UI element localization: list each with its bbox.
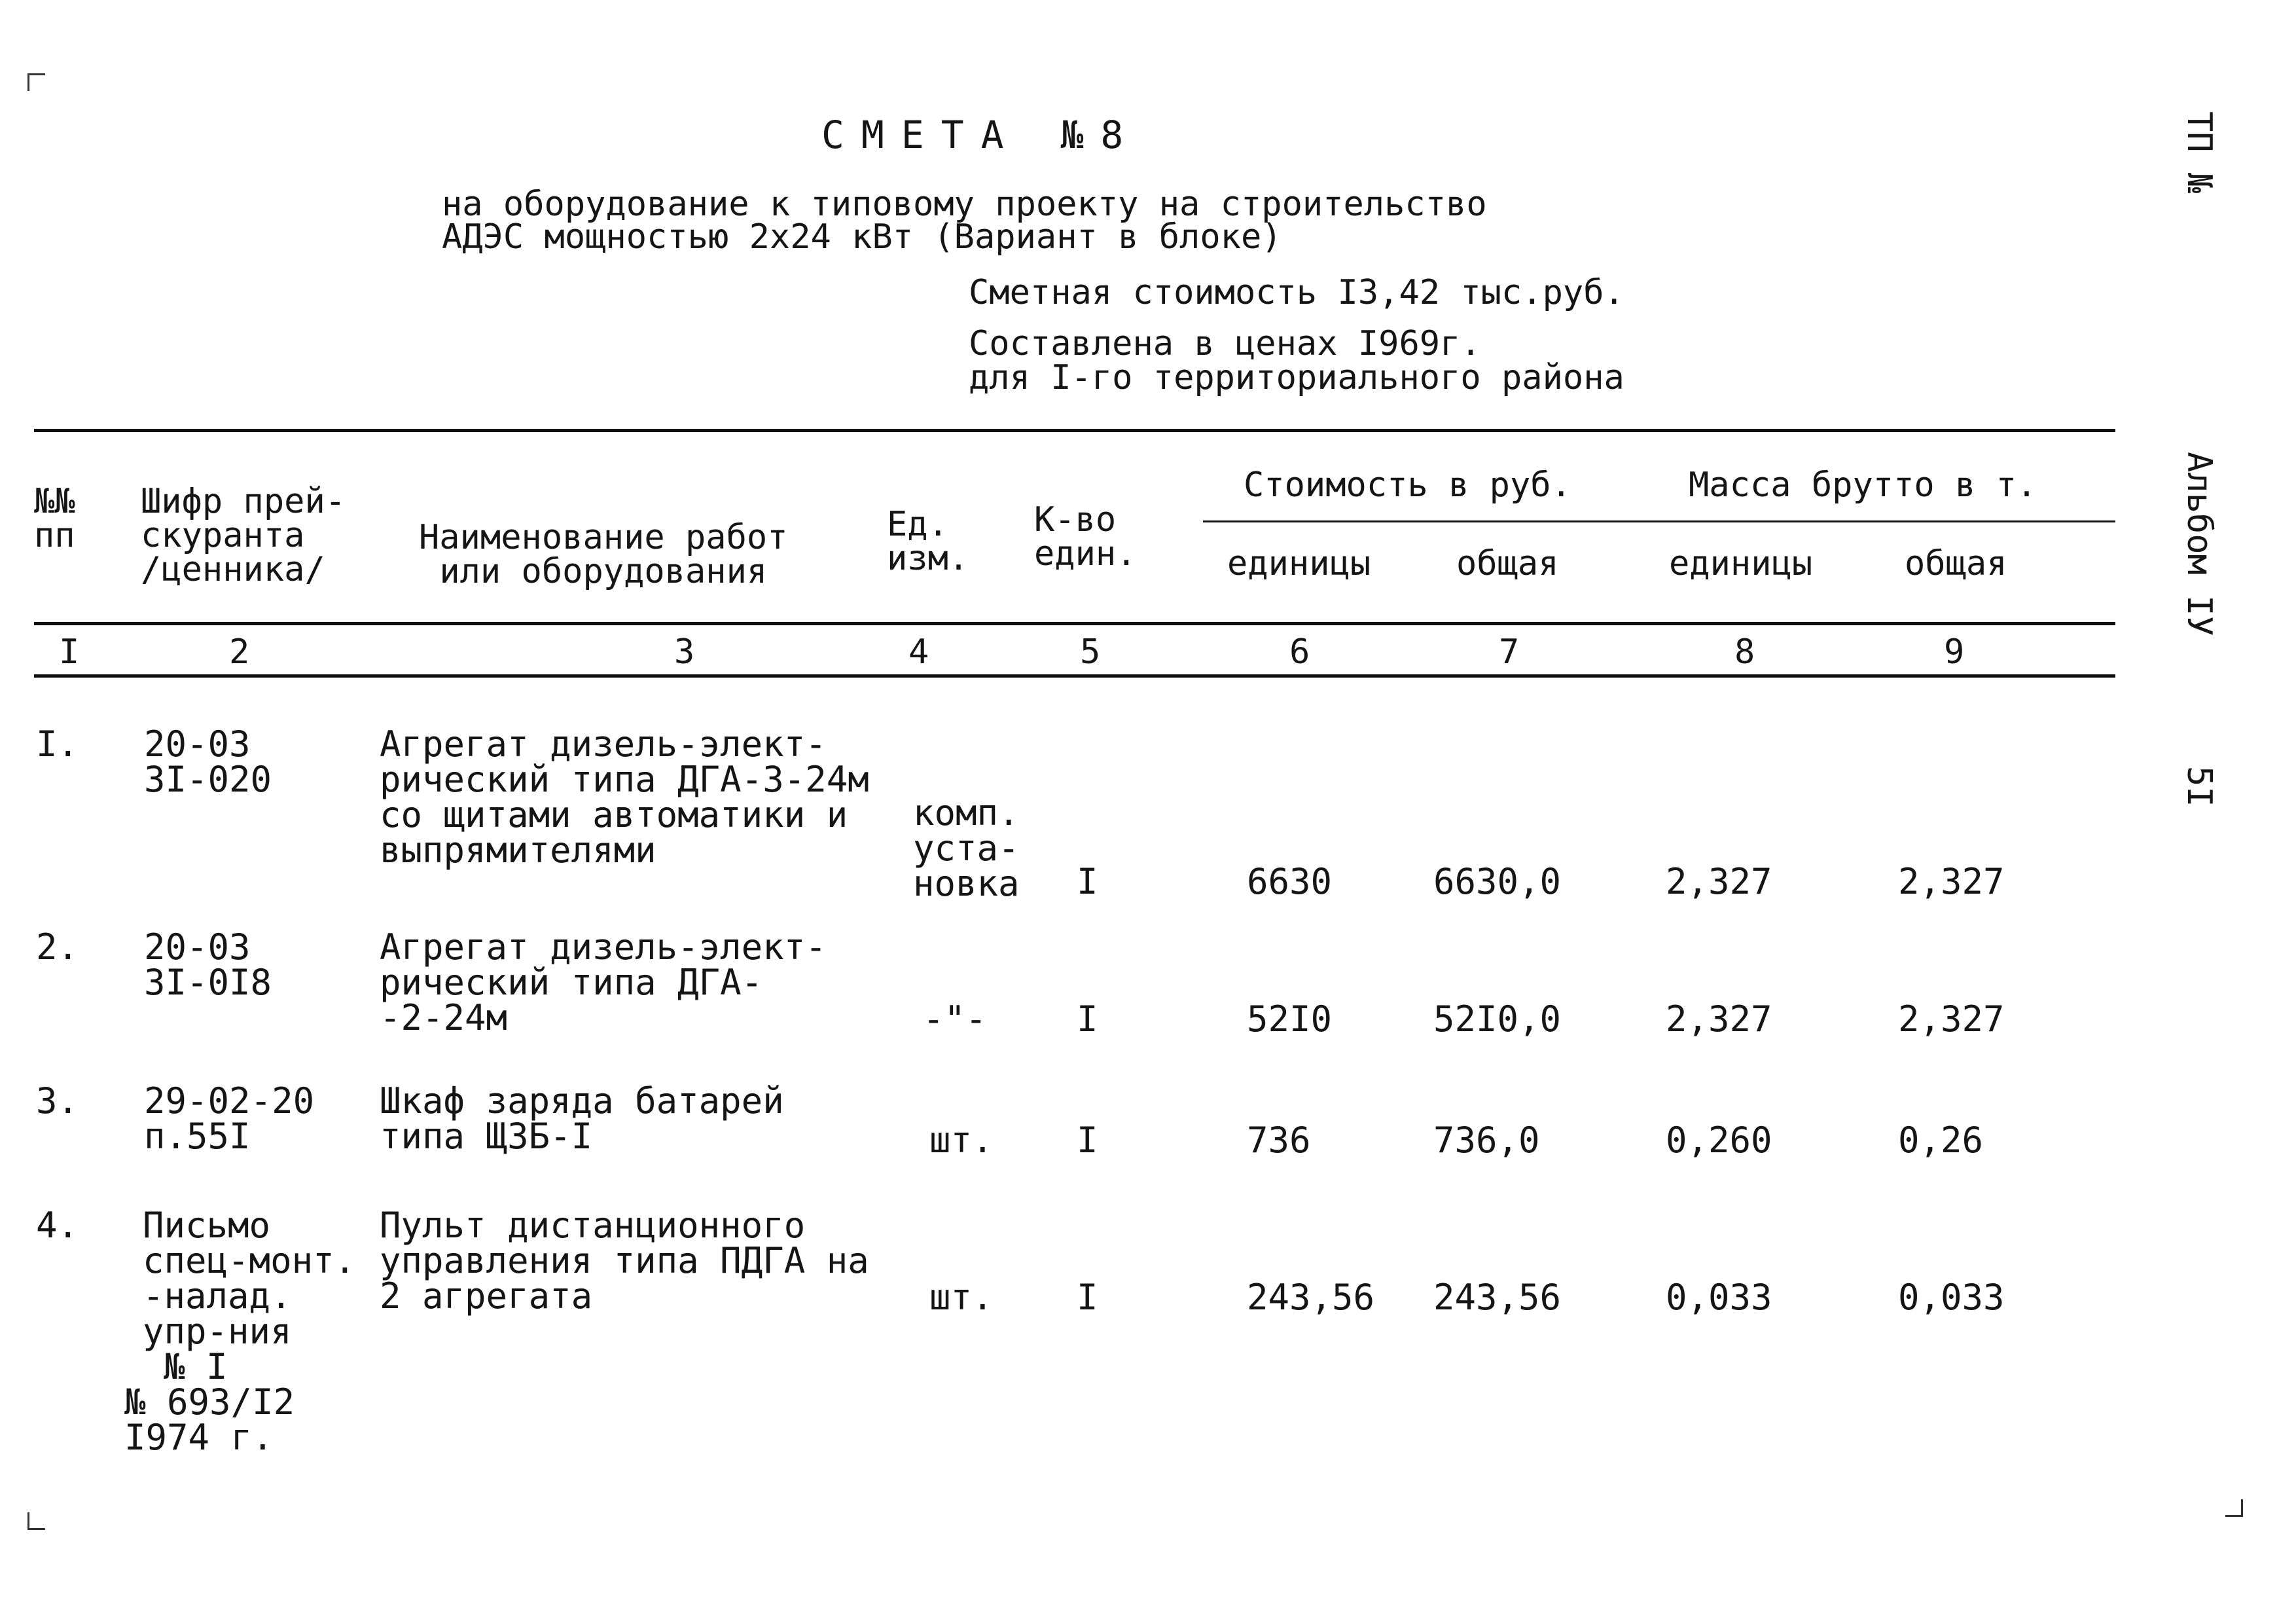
header-cost-group: Стоимость в руб. — [1244, 465, 1571, 505]
header-quantity: К-во един. — [1034, 500, 1137, 574]
header-num: №№ пп — [34, 482, 75, 555]
column-number-8: 8 — [1734, 632, 1755, 672]
item-quantity: I — [1077, 1277, 1098, 1318]
mass-per-unit: 0,033 — [1666, 1277, 1772, 1318]
mass-total: 0,033 — [1898, 1277, 2005, 1318]
document-subtitle-line-1: на оборудование к типовому проекту на строительство — [442, 185, 1487, 224]
estimated-cost: Сметная стоимость I3,42 тыс.руб. — [969, 273, 1624, 312]
price-code: 29-02-20 п.55I — [144, 1080, 315, 1157]
column-number-3: 3 — [674, 632, 695, 672]
document-title: СМЕТА №8 — [821, 113, 1141, 157]
row-number: 2. — [36, 926, 79, 968]
price-code: 20-03 3I-020 — [144, 723, 272, 800]
row-number: I. — [36, 723, 79, 765]
header-cost-total: общая — [1456, 544, 1559, 583]
column-number-5: 5 — [1080, 632, 1101, 672]
cost-total: 736,0 — [1433, 1120, 1540, 1161]
item-name: Шкаф заряда батарей типа ЩЗБ-I — [380, 1080, 784, 1157]
column-number-6: 6 — [1289, 632, 1310, 672]
mass-per-unit: 0,260 — [1666, 1120, 1772, 1161]
column-number-9: 9 — [1944, 632, 1965, 672]
item-quantity: I — [1077, 1120, 1098, 1161]
corner-mark-top-left — [27, 73, 45, 91]
cost-total: 243,56 — [1433, 1277, 1562, 1318]
item-unit: шт. — [929, 1120, 994, 1161]
item-name: Агрегат дизель-элект- рический типа ДГА- -2-24м — [380, 926, 827, 1038]
item-unit: комп. уста- новка — [913, 792, 1020, 904]
margin-page-number: 5I — [2179, 766, 2219, 807]
price-basis-line-2: для I-го территориального района — [969, 358, 1624, 397]
mass-total: 0,26 — [1898, 1120, 1984, 1161]
document-subtitle-line-2: АДЭС мощностью 2х24 кВт (Вариант в блоке) — [442, 217, 1282, 257]
price-code: Письмо спец-монт. -налад. упр-ния № I № 693/I2 I974 г. — [124, 1205, 356, 1458]
column-number-4: 4 — [908, 632, 929, 672]
item-unit: шт. — [929, 1277, 994, 1318]
table-top-rule — [34, 429, 2115, 432]
header-bottom-rule — [34, 622, 2115, 625]
margin-project-number: ТП № — [2179, 111, 2219, 194]
mass-per-unit: 2,327 — [1666, 861, 1772, 902]
price-basis-line-1: Составлена в ценах I969г. — [969, 324, 1481, 363]
cost-per-unit: 6630 — [1247, 861, 1333, 902]
header-unit: Ед. изм. — [887, 505, 969, 578]
mass-total: 2,327 — [1898, 861, 2005, 902]
corner-mark-bottom-right — [2225, 1499, 2243, 1517]
item-name: Агрегат дизель-элект- рический типа ДГА-3-24м со щитами автоматики и выпрямителями — [380, 723, 869, 871]
mass-per-unit: 2,327 — [1666, 998, 1772, 1040]
column-number-7: 7 — [1499, 632, 1520, 672]
header-mass-group: Масса брутто в т. — [1689, 465, 2037, 505]
header-item-name: Наименование работ или оборудования — [419, 518, 788, 591]
cost-per-unit: 243,56 — [1247, 1277, 1375, 1318]
cost-total: 52I0,0 — [1433, 998, 1562, 1040]
margin-album: Альбом IУ — [2179, 452, 2219, 636]
item-quantity: I — [1077, 998, 1098, 1040]
item-name: Пульт дистанционного управления типа ПДГА на 2 агрегата — [380, 1205, 869, 1317]
header-mass-total: общая — [1905, 544, 2007, 583]
column-numbers-bottom-rule — [34, 674, 2115, 678]
header-cost-unit: единицы — [1227, 544, 1371, 583]
cost-total: 6630,0 — [1433, 861, 1562, 902]
cost-per-unit: 52I0 — [1247, 998, 1333, 1040]
cost-group-underline — [1203, 520, 2115, 522]
row-number: 3. — [36, 1080, 79, 1122]
column-number-1: I — [59, 632, 80, 672]
header-mass-unit: единицы — [1669, 544, 1813, 583]
row-number: 4. — [36, 1205, 79, 1246]
mass-total: 2,327 — [1898, 998, 2005, 1040]
item-unit: -"- — [923, 998, 987, 1040]
corner-mark-bottom-left — [27, 1512, 45, 1530]
item-quantity: I — [1077, 861, 1098, 902]
column-number-2: 2 — [229, 632, 250, 672]
price-code: 20-03 3I-0I8 — [144, 926, 272, 1003]
header-price-code: Шифр прей- скуранта /ценника/ — [141, 482, 346, 589]
cost-per-unit: 736 — [1247, 1120, 1311, 1161]
